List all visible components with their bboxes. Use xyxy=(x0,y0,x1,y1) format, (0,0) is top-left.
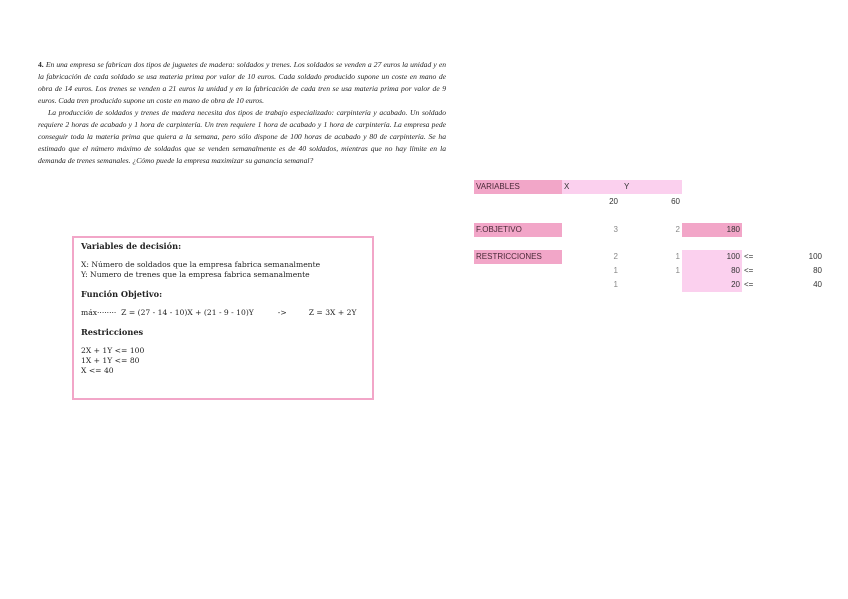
problem-paragraph-2: La producción de soldados y trenes de madera necesita dos tipos de trabajo especializado: carpintería y acabado. Un soldado requiere 2 horas de acabado y 1 hora de carpintería. Un tren requiere 1 hora de acabado y 1 hora de carpintería. La empresa pede conseguir toda la materia prima que quiera a la semana, pero sólo dispone de 100 horas de acabado y 80 de carpintería. Se ha estimado que el número máximo de soldados que se venden semanalmente es de 40 soldados, mientras que no hay límite en la demanda de trenes semanales. ¿Cómo puede la empresa maximizar su ganancia semanal? xyxy=(38,108,446,165)
restriction-1-coef-x[interactable]: 2 xyxy=(613,252,618,261)
restriction-3: X <= 40 xyxy=(81,366,114,375)
value-x-cell[interactable]: 20 xyxy=(609,197,618,206)
restriction-2: 1X + 1Y <= 80 xyxy=(81,356,140,365)
restriction-1-rhs[interactable]: 100 xyxy=(808,252,822,261)
objective-expansion: máx········ Z = (27 - 14 - 10)X + (21 - 9 - 10)Y xyxy=(81,308,254,317)
variables-label[interactable]: VARIABLES xyxy=(474,180,562,194)
variable-x-definition: X: Número de soldados que la empresa fabrica semanalmente xyxy=(81,260,321,269)
col-x-header[interactable]: X xyxy=(562,180,614,194)
restriction-2-coef-x[interactable]: 1 xyxy=(613,266,618,275)
restrictions-label[interactable]: RESTRICCIONES xyxy=(474,250,562,264)
value-y-cell[interactable]: 60 xyxy=(671,197,680,206)
objective-coef-y[interactable]: 2 xyxy=(675,225,680,234)
restriction-2-coef-y[interactable]: 1 xyxy=(675,266,680,275)
restriction-3-operator[interactable]: <= xyxy=(744,280,754,289)
restriction-3-coef-x[interactable]: 1 xyxy=(613,280,618,289)
restriction-1-coef-y[interactable]: 1 xyxy=(675,252,680,261)
restriction-3-rhs[interactable]: 40 xyxy=(813,280,822,289)
restriction-1-lhs[interactable]: 100 xyxy=(682,250,742,264)
restrictions-heading: Restricciones xyxy=(81,327,144,337)
objective-simplified: Z = 3X + 2Y xyxy=(308,308,357,317)
arrow-icon: -> xyxy=(277,308,287,317)
objective-coef-x[interactable]: 3 xyxy=(613,225,618,234)
restriction-2-operator[interactable]: <= xyxy=(744,266,754,275)
restriction-1-operator[interactable]: <= xyxy=(744,252,754,261)
restriction-3-coef-y[interactable] xyxy=(620,278,682,292)
variables-heading: Variables de decisión: xyxy=(81,241,182,251)
restriction-3-lhs[interactable]: 20 xyxy=(682,278,742,292)
problem-text-1: En una empresa se fabrican dos tipos de juguetes de madera: soldados y trenes. Los soldados se venden a 27 euros la unidad y en la fabricación de cada soldado se usa materia prima por valor de 10 euros. Cada soldado producido supone un coste en mano de obra de 14 euros. Los trenes se venden a 21 euros la unidad y en la fabricación de cada tren se usa materia prima por valor de 9 euros. Cada tren producido supone un coste en mano de obra de 10 euros. xyxy=(38,60,446,105)
restriction-2-rhs[interactable]: 80 xyxy=(813,266,822,275)
objective-function xyxy=(81,308,365,318)
objective-value-cell[interactable]: 180 xyxy=(682,223,742,237)
objective-heading: Función Objetivo: xyxy=(81,289,163,299)
problem-number: 4. xyxy=(38,60,44,69)
restriction-1: 2X + 1Y <= 100 xyxy=(81,346,145,355)
variable-y-definition: Y: Numero de trenes que la empresa fabrica semanalmente xyxy=(81,270,310,279)
solution-box xyxy=(72,236,374,400)
problem-paragraph-1 xyxy=(38,59,446,107)
restriction-2-lhs[interactable]: 80 xyxy=(682,264,742,278)
objective-label[interactable]: F.OBJETIVO xyxy=(474,223,562,237)
problem-statement xyxy=(38,59,446,167)
col-y-header[interactable]: Y xyxy=(614,180,682,194)
